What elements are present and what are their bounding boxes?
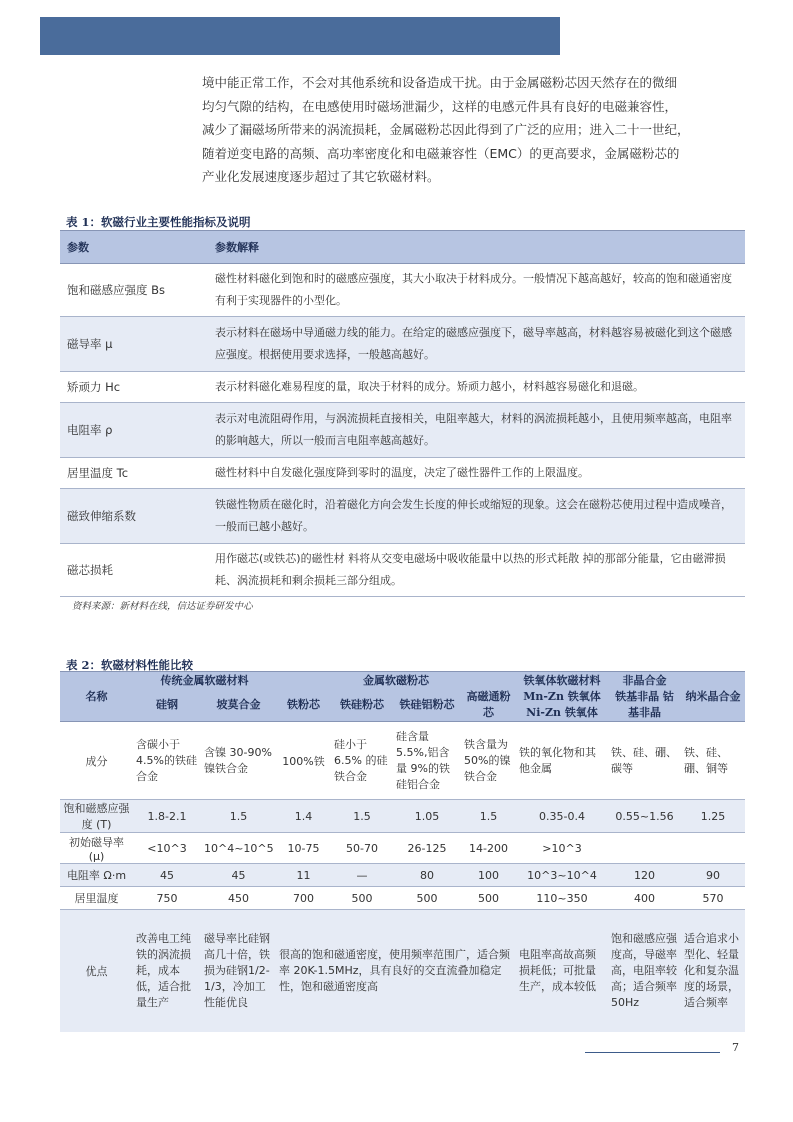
cell: 100 xyxy=(461,864,516,887)
table1-header-desc: 参数解释 xyxy=(208,231,745,264)
param-name: 磁芯损耗 xyxy=(60,544,208,597)
param-desc: 磁性材料磁化到饱和时的磁感应强度，其大小取决于材料成分。一般情况下越高越好，较高的饱和磁通密度有利于实现器件的小型化。 xyxy=(208,264,745,317)
cell: 1.5 xyxy=(331,800,393,833)
col-amorphous: 铁基非晶 钴基非晶 xyxy=(608,689,681,722)
page-number: 7 xyxy=(732,1041,739,1054)
table2-caption: 表 2：软磁材料性能比较 xyxy=(66,658,194,672)
cell: 45 xyxy=(201,864,276,887)
table2-name-header: 名称 xyxy=(60,672,133,722)
param-name: 矫顽力 Hc xyxy=(60,372,208,403)
table1-header-row xyxy=(60,231,745,264)
cell: 0.55~1.56 xyxy=(608,800,681,833)
cell: 450 xyxy=(201,887,276,910)
table-row xyxy=(60,544,745,597)
cell: 0.35-0.4 xyxy=(516,800,608,833)
cell: 50-70 xyxy=(331,833,393,864)
intro-line: 境中能正常工作，不会对其他系统和设备造成干扰。由于金属磁粉芯因天然存在的微细 xyxy=(202,75,678,90)
col-silicon-steel: 硅钢 xyxy=(133,689,201,722)
row-label: 初始磁导率(μ) xyxy=(60,833,133,864)
row-label: 成分 xyxy=(60,722,133,800)
cell: 500 xyxy=(331,887,393,910)
cell xyxy=(608,833,681,864)
cell: 14-200 xyxy=(461,833,516,864)
param-desc: 表示材料在磁场中导通磁力线的能力。在给定的磁感应强度下，磁导率越高，材料越容易被磁化到这个磁感应强度。根据使用要求选择，一般越高越好。 xyxy=(208,317,745,372)
table1-performance-indicators xyxy=(60,230,745,597)
footer-divider xyxy=(585,1052,720,1053)
cell: 10-75 xyxy=(276,833,331,864)
cell: 铁、硅、硼、碳等 xyxy=(608,722,681,800)
cell: 很高的饱和磁通密度，使用频率范围广，适合频率 20K-1.5MHz，具有良好的交直流叠加稳定性，饱和磁通密度高 xyxy=(276,910,516,1033)
cell: 400 xyxy=(608,887,681,910)
cell: 电阻率高故高频损耗低；可批量生产，成本较低 xyxy=(516,910,608,1033)
cell: 含碳小于4.5%的铁硅合金 xyxy=(133,722,201,800)
cell: 1.5 xyxy=(461,800,516,833)
col-iron-powder: 铁粉芯 xyxy=(276,689,331,722)
row-label: 居里温度 xyxy=(60,887,133,910)
param-name: 饱和磁感应强度 Bs xyxy=(60,264,208,317)
table2-material-comparison xyxy=(60,671,745,1032)
col-high-flux: 高磁通粉芯 xyxy=(461,689,516,722)
cell: 铁的氧化物和其他金属 xyxy=(516,722,608,800)
group-nanocrystal: 纳米晶合金 xyxy=(681,672,745,722)
cell: 改善电工纯铁的涡流损耗，成本低，适合批量生产 xyxy=(133,910,201,1033)
table-row-permeability xyxy=(60,833,745,864)
cell: <10^3 xyxy=(133,833,201,864)
table-row-curie xyxy=(60,887,745,910)
intro-paragraph xyxy=(202,71,750,189)
cell: 26-125 xyxy=(393,833,461,864)
param-name: 电阻率 ρ xyxy=(60,403,208,458)
cell: 750 xyxy=(133,887,201,910)
param-desc: 表示材料磁化难易程度的量，取决于材料的成分。矫顽力越小，材料越容易磁化和退磁。 xyxy=(208,372,745,403)
cell: 700 xyxy=(276,887,331,910)
cell: 11 xyxy=(276,864,331,887)
row-label: 优点 xyxy=(60,910,133,1033)
table2-group-row xyxy=(60,672,745,690)
cell: — xyxy=(331,864,393,887)
group-amorphous: 非晶合金 xyxy=(608,672,681,690)
table1-header-param: 参数 xyxy=(60,231,208,264)
cell: 1.25 xyxy=(681,800,745,833)
table-row xyxy=(60,264,745,317)
table-row xyxy=(60,372,745,403)
cell: 110~350 xyxy=(516,887,608,910)
cell: 80 xyxy=(393,864,461,887)
cell: 饱和磁感应强度高，导磁率高，电阻率较高；适合频率50Hz xyxy=(608,910,681,1033)
intro-line: 产业化发展速度逐步超过了其它软磁材料。 xyxy=(202,169,440,184)
cell: 铁含量为 50%的镍铁合金 xyxy=(461,722,516,800)
header-bar xyxy=(40,17,560,55)
col-ferrite: Mn-Zn 铁氧体 Ni-Zn 铁氧体 xyxy=(516,689,608,722)
cell: 适合追求小型化、轻量化和复杂温度的场景，适合频率 xyxy=(681,910,745,1033)
cell: 含镍 30-90%镍铁合金 xyxy=(201,722,276,800)
cell: 磁导率比硅钢高几十倍，铁损为硅钢1/2-1/3，冷加工性能优良 xyxy=(201,910,276,1033)
cell: 90 xyxy=(681,864,745,887)
cell: 10^3~10^4 xyxy=(516,864,608,887)
row-label: 电阻率 Ω·m xyxy=(60,864,133,887)
cell: 硅含量5.5%,铝含量 9%的铁硅铝合金 xyxy=(393,722,461,800)
cell: 500 xyxy=(461,887,516,910)
param-name: 居里温度 Tc xyxy=(60,458,208,489)
group-metal-powder-cores: 金属软磁粉芯 xyxy=(276,672,516,690)
intro-line: 均匀气隙的结构，在电感使用时磁场泄漏少，这样的电感元件具有良好的电磁兼容性， xyxy=(202,98,678,114)
cell: >10^3 xyxy=(516,833,608,864)
param-desc: 铁磁性物质在磁化时，沿着磁化方向会发生长度的伸长或缩短的现象。这会在磁粉芯使用过程中造成噪音，一般而已越小越好。 xyxy=(208,489,745,544)
col-fesi-powder: 铁硅粉芯 xyxy=(331,689,393,722)
table-row-saturation xyxy=(60,800,745,833)
cell: 1.8-2.1 xyxy=(133,800,201,833)
cell: 120 xyxy=(608,864,681,887)
cell: 1.5 xyxy=(201,800,276,833)
table-row xyxy=(60,403,745,458)
cell xyxy=(681,833,745,864)
intro-line: 减少了漏磁场所带来的涡流损耗，金属磁粉芯因此得到了广泛的应用；进入二十一世纪， xyxy=(202,122,690,137)
table1-source: 资料来源：新材料在线，信达证券研发中心 xyxy=(72,601,253,612)
intro-line: 随着逆变电路的高频、高功率密度化和电磁兼容性（EMC）的更高要求，金属磁粉芯的 xyxy=(202,145,680,161)
table-row xyxy=(60,317,745,372)
cell: 500 xyxy=(393,887,461,910)
param-desc: 磁性材料中自发磁化强度降到零时的温度，决定了磁性器件工作的上限温度。 xyxy=(208,458,745,489)
table-row xyxy=(60,458,745,489)
table1-caption: 表 1：软磁行业主要性能指标及说明 xyxy=(66,215,251,229)
param-desc: 用作磁芯(或铁芯)的磁性材 料将从交变电磁场中吸收能量中以热的形式耗散 掉的那部分能量，它由磁滞损耗、涡流损耗和剩余损耗三部分组成。 xyxy=(208,544,745,597)
cell: 铁、硅、硼、铜等 xyxy=(681,722,745,800)
col-permalloy: 坡莫合金 xyxy=(201,689,276,722)
col-fesial-powder: 铁硅铝粉芯 xyxy=(393,689,461,722)
table-row-advantages xyxy=(60,910,745,1033)
param-name: 磁导率 μ xyxy=(60,317,208,372)
group-ferrite: 铁氧体软磁材料 xyxy=(516,672,608,690)
cell: 100%铁 xyxy=(276,722,331,800)
table-row xyxy=(60,489,745,544)
param-desc: 表示对电流阻碍作用，与涡流损耗直接相关，电阻率越大，材料的涡流损耗越小，且使用频率越高，电阻率的影响越大，所以一般而言电阻率越高越好。 xyxy=(208,403,745,458)
table-row-resistivity xyxy=(60,864,745,887)
table2-column-row xyxy=(60,689,745,722)
param-name: 磁致伸缩系数 xyxy=(60,489,208,544)
cell: 硅小于6.5% 的硅铁合金 xyxy=(331,722,393,800)
table-row-composition xyxy=(60,722,745,800)
cell: 570 xyxy=(681,887,745,910)
row-label: 饱和磁感应强度 (T) xyxy=(60,800,133,833)
cell: 1.05 xyxy=(393,800,461,833)
cell: 10^4~10^5 xyxy=(201,833,276,864)
cell: 1.4 xyxy=(276,800,331,833)
cell: 45 xyxy=(133,864,201,887)
group-traditional-metal: 传统金属软磁材料 xyxy=(133,672,276,690)
